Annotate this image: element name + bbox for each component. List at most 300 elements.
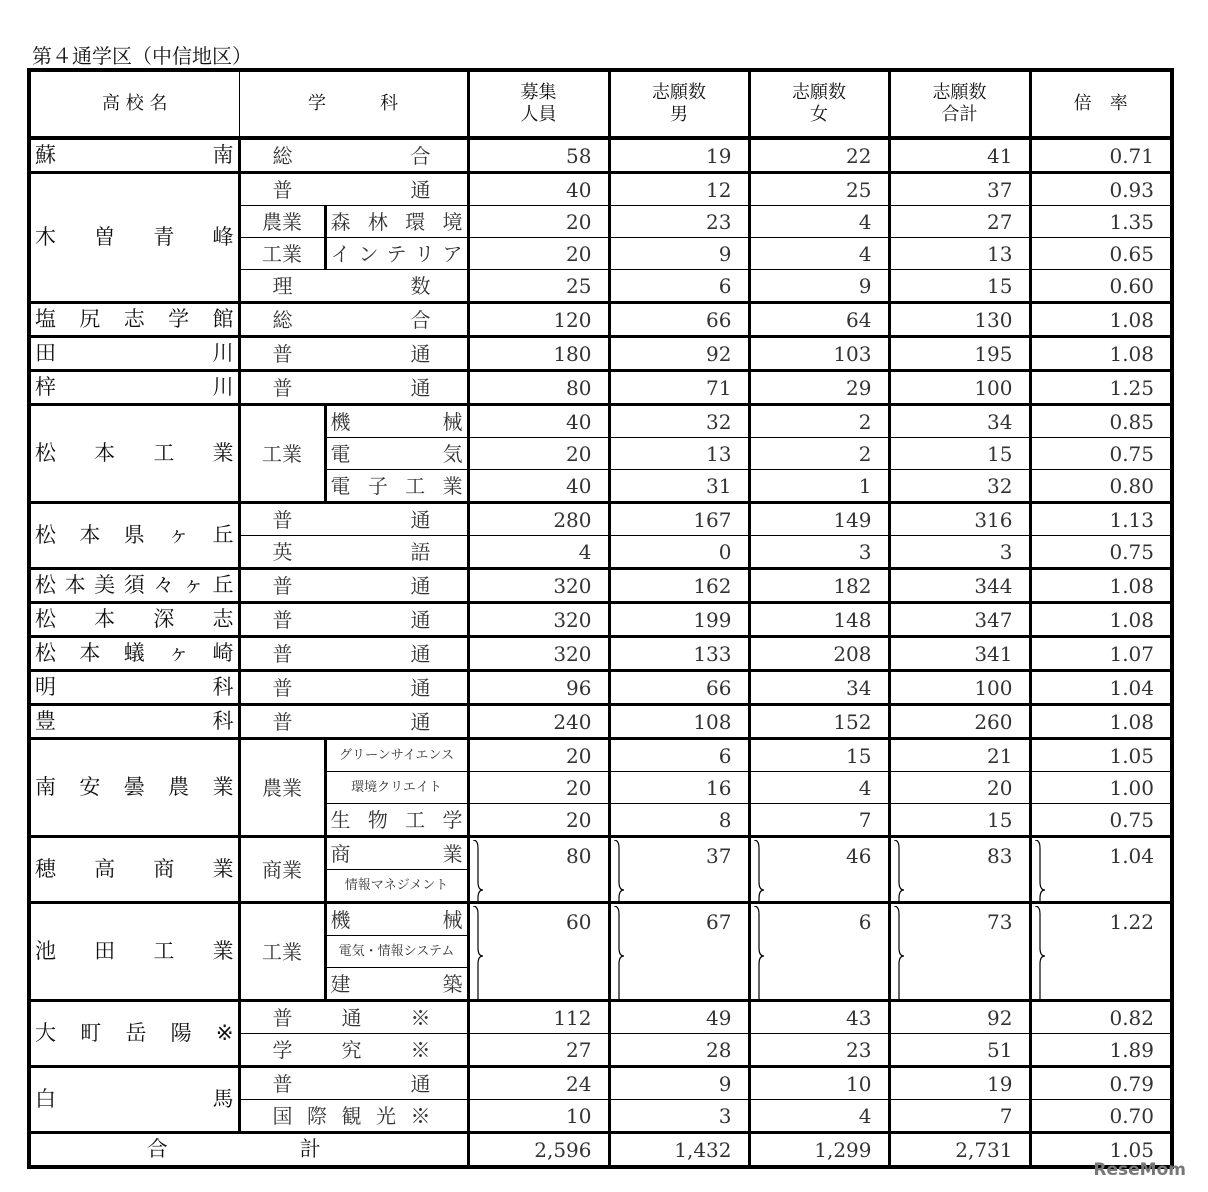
department-major: 電子工業 [325,470,468,503]
value-text: 0.85 [1109,409,1154,434]
cell-ratio [1030,671,1172,705]
total-label: 合 計 [29,1133,468,1168]
cell-ratio [1030,739,1172,772]
value-text: 16 [706,775,732,800]
cell-male [609,536,749,569]
cell-capacity [468,603,609,637]
value-text: 41 [987,143,1013,168]
cell-male [609,303,749,337]
cell-ratio [1030,173,1172,206]
school-name: 松本深志 [29,603,239,637]
cell-female [749,470,889,503]
value-text: 149 [833,507,872,532]
value-text: 1.13 [1109,507,1154,532]
cell-capacity [468,903,609,1001]
cell-ratio [1030,603,1172,637]
cell-female [749,438,889,470]
cell-total [889,270,1030,303]
value-text: 23 [706,209,732,234]
value-text: 66 [706,307,732,332]
table-row [29,569,1172,603]
value-text: 0.75 [1109,441,1154,466]
department-category: 工業 [239,238,325,270]
value-text: 0.60 [1109,273,1154,298]
value-text: 133 [693,641,732,666]
cell-ratio [1030,303,1172,337]
cell-male [609,772,749,804]
department-major: インテリア [325,238,468,270]
cell-female [749,804,889,837]
cell-male [609,603,749,637]
value-text: 19 [706,143,732,168]
cell-male [609,438,749,470]
department: 普通 [239,671,468,705]
value-text: 148 [833,607,872,632]
brace-icon [1034,906,1046,1001]
value-text: 64 [846,307,872,332]
value-text: 7 [858,807,872,832]
cell-capacity [468,739,609,772]
table-row [29,637,1172,671]
cell-capacity [468,1034,609,1067]
cell-total [889,804,1030,837]
applicant-table [27,68,1174,1169]
value-text: 15 [987,807,1013,832]
cell-ratio [1030,206,1172,238]
cell-capacity [468,503,609,536]
value-text: 320 [553,607,592,632]
value-text: 182 [833,573,872,598]
cell-ratio [1030,337,1172,371]
value-text: 180 [553,341,592,366]
table-row [29,671,1172,705]
value-text: 28 [706,1037,732,1062]
cell-total [889,1100,1030,1133]
table-row [29,1001,1172,1034]
cell-ratio [1030,1001,1172,1034]
brace-icon [1034,840,1046,903]
department: 国際観光※ [239,1100,468,1133]
cell-female [749,503,889,536]
value-text: 152 [833,709,872,734]
cell-ratio [1030,1034,1172,1067]
cell-ratio [1030,371,1172,405]
cell-capacity [468,138,609,173]
department: 普通 [239,1067,468,1100]
value-text: 1.00 [1109,775,1154,800]
department-major: 森林環境 [325,206,468,238]
header-applicants-total: 志願数 合計 [889,70,1030,138]
value-text: 32 [987,473,1013,498]
cell-capacity [468,536,609,569]
value-text: 34 [987,409,1013,434]
value-text: 40 [566,409,592,434]
table-row [29,503,1172,536]
cell-total [889,705,1030,739]
department-major: 生物工学 [325,804,468,837]
cell-male [609,637,749,671]
cell-capacity [468,470,609,503]
cell-ratio [1030,804,1172,837]
department-major: 機械 [325,903,468,936]
cell-ratio [1030,637,1172,671]
value-text: 80 [566,844,592,868]
total-female: 1,299 [749,1133,889,1168]
cell-capacity [468,569,609,603]
cell-capacity [468,637,609,671]
cell-male [609,1100,749,1133]
cell-male [609,138,749,173]
value-text: 1.04 [1109,844,1154,868]
value-text: 20 [566,441,592,466]
cell-female [749,536,889,569]
value-text: 29 [846,375,872,400]
department-category: 農業 [239,206,325,238]
cell-capacity [468,238,609,270]
value-text: 0.80 [1109,473,1154,498]
value-text: 27 [566,1037,592,1062]
value-text: 4 [578,539,592,564]
value-text: 0.79 [1109,1071,1154,1096]
cell-total [889,238,1030,270]
cell-ratio [1030,772,1172,804]
cell-female [749,173,889,206]
department-category: 工業 [239,405,325,503]
brace-icon [613,906,625,1001]
value-text: 67 [706,910,732,934]
school-name: 明科 [29,671,239,705]
cell-male [609,337,749,371]
cell-capacity [468,837,609,903]
value-text: 83 [987,844,1013,868]
value-text: 49 [706,1005,732,1030]
table-row [29,1067,1172,1100]
department: 普通 [239,503,468,536]
header-applicants-female: 志願数 女 [749,70,889,138]
cell-ratio [1030,903,1172,1001]
value-text: 2 [858,409,872,434]
school-name: 穂高商業 [29,837,239,903]
school-name: 松本蟻ヶ崎 [29,637,239,671]
department-major: グリーンサイエンス [325,739,468,772]
cell-female [749,1001,889,1034]
value-text: 13 [987,241,1013,266]
cell-total [889,438,1030,470]
cell-ratio [1030,536,1172,569]
cell-ratio [1030,238,1172,270]
value-text: 3 [858,539,872,564]
value-text: 37 [987,177,1013,202]
department: 総合 [239,303,468,337]
department: 総合 [239,138,468,173]
school-name: 塩尻志学館 [29,303,239,337]
cell-female [749,1034,889,1067]
table-row [29,739,1172,772]
value-text: 12 [706,177,732,202]
school-name: 木曽青峰 [29,173,239,303]
cell-capacity [468,772,609,804]
value-text: 9 [858,273,872,298]
value-text: 9 [718,241,732,266]
value-text: 20 [566,241,592,266]
school-name: 大町岳陽※ [29,1001,239,1067]
brace-icon [893,906,905,1001]
value-text: 1.05 [1109,743,1154,768]
brace-icon [753,906,765,1001]
header-row [29,70,1172,138]
cell-total [889,1034,1030,1067]
header-capacity: 募集 人員 [468,70,609,138]
cell-female [749,337,889,371]
value-text: 195 [974,341,1013,366]
value-text: 320 [553,641,592,666]
value-text: 1.04 [1109,675,1154,700]
department-category: 農業 [239,739,325,837]
value-text: 10 [566,1103,592,1128]
cell-total [889,569,1030,603]
page-title: 第４通学区（中信地区） [32,44,252,68]
school-name: 豊科 [29,705,239,739]
table-row [29,371,1172,405]
value-text: 60 [566,910,592,934]
cell-capacity [468,804,609,837]
cell-male [609,1001,749,1034]
value-text: 40 [566,473,592,498]
value-text: 108 [693,709,732,734]
value-text: 4 [858,1103,872,1128]
value-text: 51 [987,1037,1013,1062]
school-name: 白馬 [29,1067,239,1133]
cell-capacity [468,173,609,206]
department-major: 情報マネジメント [325,870,468,903]
cell-female [749,705,889,739]
value-text: 71 [706,375,732,400]
value-text: 15 [987,273,1013,298]
value-text: 167 [693,507,732,532]
table-row [29,303,1172,337]
value-text: 15 [846,743,872,768]
value-text: 1.08 [1109,341,1154,366]
cell-female [749,371,889,405]
cell-total [889,206,1030,238]
value-text: 4 [858,241,872,266]
cell-male [609,470,749,503]
cell-ratio [1030,405,1172,438]
value-text: 100 [974,675,1013,700]
cell-female [749,739,889,772]
value-text: 162 [693,573,732,598]
table-row [29,603,1172,637]
value-text: 240 [553,709,592,734]
cell-total [889,772,1030,804]
value-text: 280 [553,507,592,532]
value-text: 43 [846,1005,872,1030]
value-text: 260 [974,709,1013,734]
value-text: 1.08 [1109,573,1154,598]
value-text: 1.89 [1109,1037,1154,1062]
value-text: 6 [718,743,732,768]
cell-capacity [468,1067,609,1100]
cell-capacity [468,303,609,337]
value-text: 1.35 [1109,209,1154,234]
school-name: 松本県ヶ丘 [29,503,239,569]
value-text: 130 [974,307,1013,332]
cell-female [749,206,889,238]
department: 普通 [239,569,468,603]
department-major: 機械 [325,405,468,438]
value-text: 3 [718,1103,732,1128]
cell-female [749,569,889,603]
value-text: 34 [846,675,872,700]
department: 英語 [239,536,468,569]
value-text: 0.82 [1109,1005,1154,1030]
department-major: 電気 [325,438,468,470]
value-text: 19 [987,1071,1013,1096]
value-text: 20 [566,807,592,832]
table-row [29,138,1172,173]
cell-female [749,303,889,337]
value-text: 0.71 [1109,143,1154,168]
total-row [29,1133,1172,1168]
cell-total [889,337,1030,371]
brace-icon [472,906,484,1001]
cell-ratio [1030,503,1172,536]
cell-male [609,705,749,739]
department-category: 商業 [239,837,325,903]
cell-capacity [468,1001,609,1034]
value-text: 13 [706,441,732,466]
cell-total [889,405,1030,438]
value-text: 0.70 [1109,1103,1154,1128]
value-text: 320 [553,573,592,598]
value-text: 15 [987,441,1013,466]
cell-female [749,903,889,1001]
value-text: 92 [987,1005,1013,1030]
cell-female [749,1067,889,1100]
cell-male [609,371,749,405]
value-text: 9 [718,1071,732,1096]
department: 普通 [239,371,468,405]
school-name: 池田工業 [29,903,239,1001]
school-name: 南安曇農業 [29,739,239,837]
value-text: 10 [846,1071,872,1096]
value-text: 6 [858,910,872,934]
value-text: 112 [553,1005,592,1030]
value-text: 208 [833,641,872,666]
value-text: 0.75 [1109,539,1154,564]
cell-female [749,772,889,804]
cell-ratio [1030,138,1172,173]
value-text: 20 [566,775,592,800]
cell-capacity [468,337,609,371]
cell-male [609,405,749,438]
cell-male [609,238,749,270]
value-text: 25 [846,177,872,202]
value-text: 1.08 [1109,709,1154,734]
table-row [29,705,1172,739]
cell-female [749,405,889,438]
brace-icon [613,840,625,903]
cell-total [889,837,1030,903]
value-text: 27 [987,209,1013,234]
cell-ratio [1030,270,1172,303]
cell-male [609,837,749,903]
cell-female [749,138,889,173]
value-text: 73 [987,910,1013,934]
school-name: 田川 [29,337,239,371]
value-text: 58 [566,143,592,168]
department: 普通 [239,337,468,371]
value-text: 80 [566,375,592,400]
cell-female [749,1100,889,1133]
cell-ratio [1030,1067,1172,1100]
value-text: 20 [566,743,592,768]
cell-capacity [468,1100,609,1133]
cell-female [749,603,889,637]
department: 普通 [239,603,468,637]
brace-icon [472,840,484,903]
cell-total [889,637,1030,671]
cell-male [609,804,749,837]
cell-capacity [468,705,609,739]
value-text: 344 [974,573,1013,598]
cell-ratio [1030,837,1172,903]
cell-ratio [1030,1100,1172,1133]
table-row [29,405,1172,438]
value-text: 20 [987,775,1013,800]
cell-total [889,470,1030,503]
cell-male [609,270,749,303]
cell-female [749,270,889,303]
department: 普通 [239,173,468,206]
cell-male [609,1067,749,1100]
cell-total [889,138,1030,173]
department: 普通 [239,637,468,671]
cell-capacity [468,270,609,303]
header-applicants-male: 志願数 男 [609,70,749,138]
value-text: 1.22 [1109,910,1154,934]
school-name: 松本美須々ヶ丘 [29,569,239,603]
cell-male [609,903,749,1001]
value-text: 92 [706,341,732,366]
value-text: 4 [858,209,872,234]
cell-capacity [468,438,609,470]
cell-male [609,671,749,705]
school-name: 松本工業 [29,405,239,503]
department-major: 商業 [325,837,468,870]
school-name: 梓川 [29,371,239,405]
value-text: 32 [706,409,732,434]
value-text: 1.08 [1109,607,1154,632]
department-category: 工業 [239,903,325,1001]
value-text: 46 [846,844,872,868]
cell-total [889,303,1030,337]
department-major: 電気・情報システム [325,936,468,968]
cell-ratio [1030,569,1172,603]
department: 学究※ [239,1034,468,1067]
table-row [29,903,1172,936]
value-text: 199 [693,607,732,632]
total-total: 2,731 [889,1133,1030,1168]
department-major: 環境クリエイト [325,772,468,804]
watermark-logo: ReseMom [1093,1160,1186,1180]
value-text: 341 [974,641,1013,666]
cell-total [889,173,1030,206]
cell-male [609,739,749,772]
value-text: 0.75 [1109,807,1154,832]
cell-total [889,671,1030,705]
cell-capacity [468,671,609,705]
